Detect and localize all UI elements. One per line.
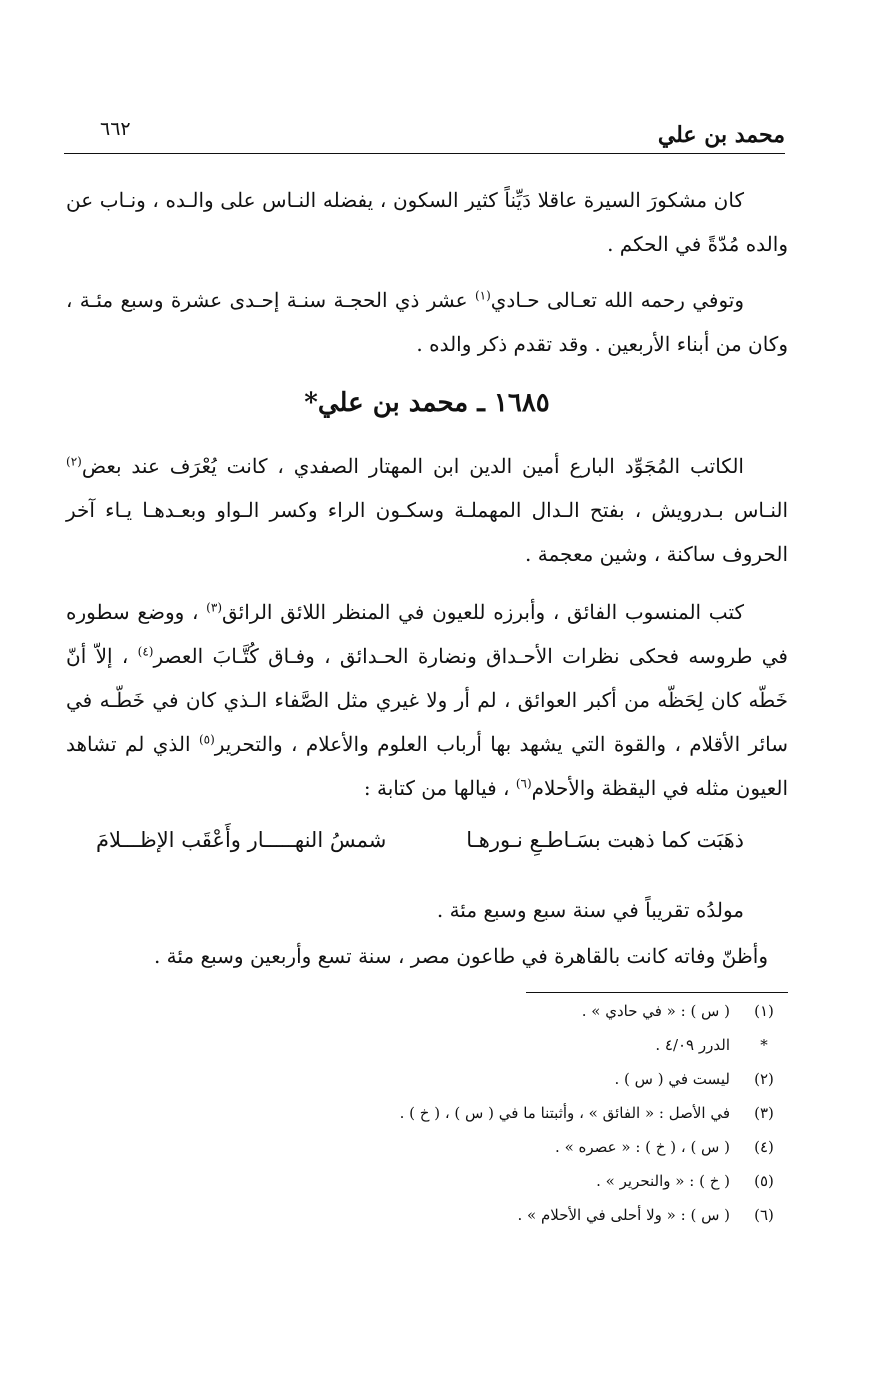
entry-heading: ١٦٨٥ ـ محمد بن علي* xyxy=(304,388,550,418)
footnote-text: في الأصل : « الفائق » ، وأثبتنا ما في ( س ) ، ( خ ) . xyxy=(399,1104,730,1122)
paragraph-1 xyxy=(66,178,788,266)
paragraph-4-text-a: كتب المنسوب الفائق ، وأبرزه للعيون في المنظر اللائق الرائق xyxy=(222,600,744,624)
paragraph-4 xyxy=(66,590,788,810)
paragraph-3 xyxy=(66,444,788,576)
footnote-item xyxy=(66,1130,788,1164)
paragraph-4-text-d: الذي لم تشاهد العيون مثله في اليقظة والأحلام xyxy=(66,732,788,800)
paragraph-4-text-c: ، إلاّ أنّ خَطّه كان لِحَظّه من أكبر العوائق ، لم أر ولا غيري مثل الصَّفاء الـذي كان في خَطّـه في سائر الأقلام ، والقوة التي يشهد بها أرباب العلوم والأعلام ، والتحرير xyxy=(66,644,788,756)
footnote-mark: (٢) xyxy=(754,1070,774,1088)
paragraph-2-text-b: عشر ذي الحجـة سنـة إحـدى عشرة وسبع مئـة ، وكان من أبناء الأربعين . وقد تقدم ذكر والده . xyxy=(66,288,788,356)
running-title: محمد بن علي xyxy=(657,122,785,148)
footnote-mark: (٦) xyxy=(754,1206,774,1224)
footnote-ref-2[interactable]: (٢) xyxy=(66,454,82,469)
paragraph-4-text-e: ، فيالها من كتابة : xyxy=(363,776,516,800)
footnote-mark: (٥) xyxy=(754,1172,774,1190)
footnote-text: ( س ) : « ولا أحلى في الأحلام » . xyxy=(517,1206,730,1224)
footnotes xyxy=(66,994,788,1232)
paragraph-3-text-b: النـاس بـدرويش ، بفتح الـدال المهملـة وسكـون الراء وكسر الـواو وبعـدهـا يـاء آخر الحروف ساكنة ، وشين معجمة . xyxy=(66,498,788,566)
footnote-item xyxy=(66,1096,788,1130)
poetry-verse xyxy=(66,828,788,868)
paragraph-5-text: مولدُه تقريباً في سنة سبع وسبع مئة . xyxy=(436,898,744,922)
paragraph-3-text-a: الكاتب المُجَوِّد البارع أمين الدين ابن المهتار الصفدي ، كانت يُعْرَف عند بعض xyxy=(81,454,744,478)
footnote-text: ( خ ) : « والنحرير » . xyxy=(596,1172,730,1190)
footnote-ref-6[interactable]: (٦) xyxy=(515,776,532,791)
paragraph-6 xyxy=(66,934,788,978)
footnote-item xyxy=(66,1028,788,1062)
footnote-ref-1[interactable]: (١) xyxy=(474,288,491,303)
footnote-item xyxy=(66,1062,788,1096)
paragraph-2-text-a: وتوفي رحمه الله تعـالى حـادي xyxy=(490,288,745,312)
footnote-text: ليست في ( س ) . xyxy=(614,1070,730,1088)
footnote-text: الدرر ٤/٠٩ . xyxy=(655,1036,730,1054)
footnote-item xyxy=(66,1164,788,1198)
footnote-mark: * xyxy=(760,1036,768,1054)
footnote-ref-5[interactable]: (٥) xyxy=(198,732,215,747)
verse-hemistich-first: ذهَبَت كما ذهبت بسَـاطـعِ نـورهـا xyxy=(466,828,744,852)
paragraph-1-text: كان مشكورَ السيرة عاقلا دَيِّناً كثير السكون ، يفضله النـاس على والـده ، ونـاب عن والده مُدّةً في الحكم . xyxy=(66,188,788,256)
footnote-text: ( س ) ، ( خ ) : « عصره » . xyxy=(555,1138,730,1156)
footnote-ref-4[interactable]: (٤) xyxy=(137,644,154,659)
verse-hemistich-second: شمسُ النهـــــار وأَعْقَب الإظـــلامَ xyxy=(96,828,387,852)
paragraph-2 xyxy=(66,278,788,366)
paragraph-6-text: وأظنّ وفاته كانت بالقاهرة في طاعون مصر ، سنة تسع وأربعين وسبع مئة . xyxy=(153,944,768,968)
running-head xyxy=(66,118,785,152)
footnote-ref-3[interactable]: (٣) xyxy=(206,600,222,615)
footnote-text: ( س ) : « في حادي » . xyxy=(581,1002,730,1020)
footnote-rule xyxy=(526,992,788,993)
paragraph-5 xyxy=(66,888,788,932)
footnote-item xyxy=(66,994,788,1028)
paragraph-4-text-b: ، ووضع سطوره في طروسه فحكى نظرات الأحـداق ونضارة الحـدائق ، وفـاق كُتَّـابَ العصر xyxy=(66,600,788,668)
footnote-item xyxy=(66,1198,788,1232)
footnote-mark: (٤) xyxy=(754,1138,774,1156)
footnote-mark: (٣) xyxy=(754,1104,774,1122)
footnote-mark: (١) xyxy=(754,1002,774,1020)
header-rule xyxy=(64,153,785,154)
page-number: ٦٦٢ xyxy=(100,118,131,140)
